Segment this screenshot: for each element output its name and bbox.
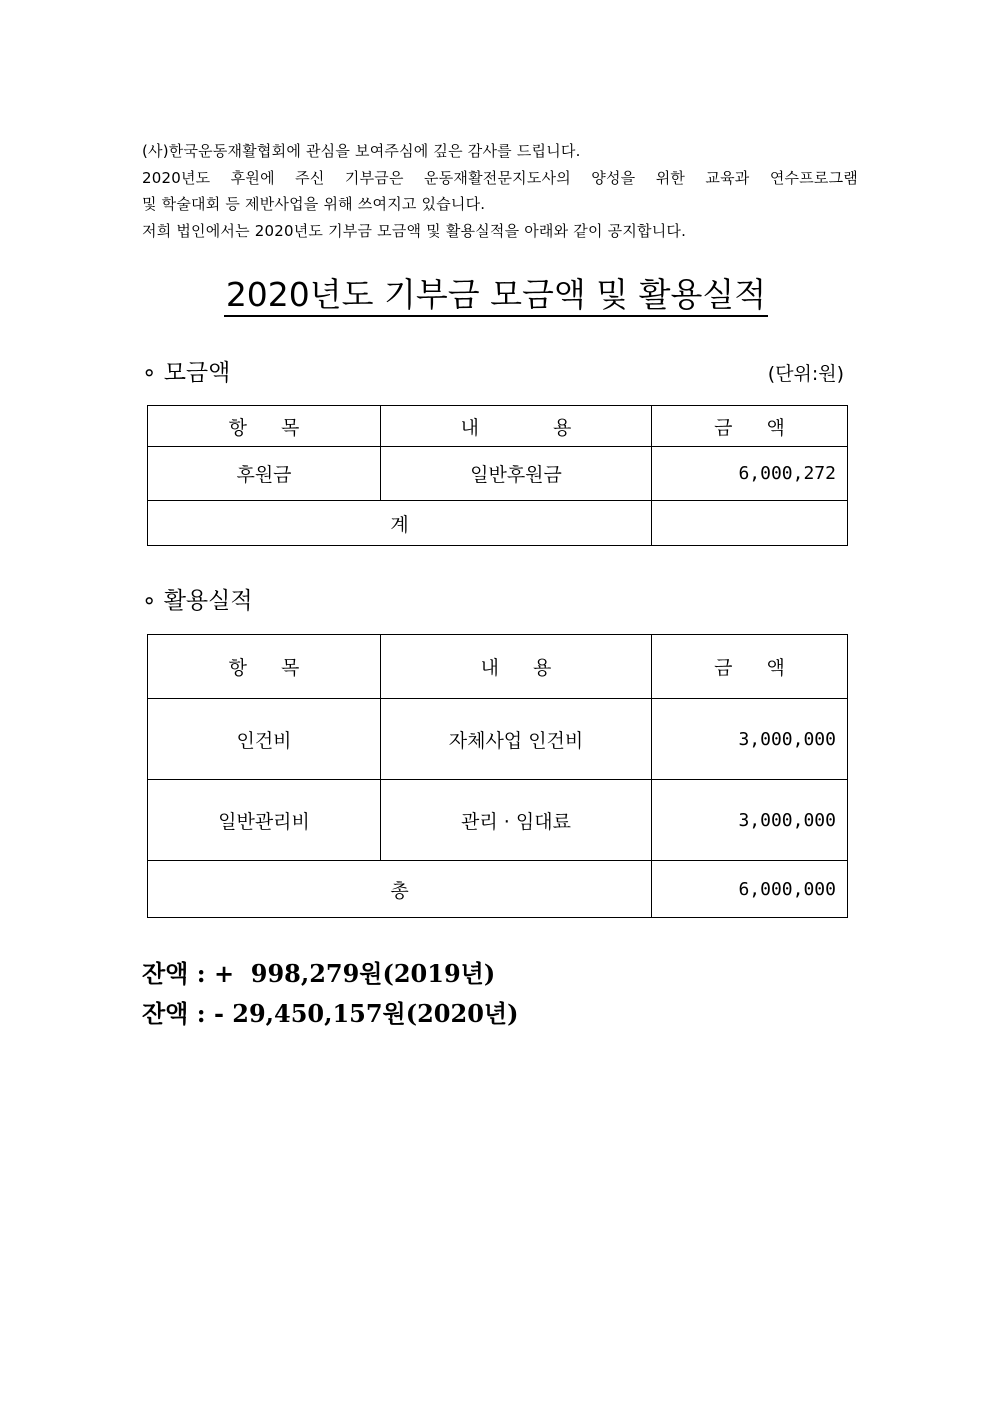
header-item: 항 목 — [148, 635, 381, 699]
row-amount: 3,000,000 — [652, 780, 848, 861]
donation-header-row — [148, 406, 848, 447]
usage-header-row — [148, 635, 848, 699]
usage-total-row — [148, 861, 848, 918]
row-content: 자체사업 인건비 — [381, 699, 652, 780]
row-item: 후원금 — [148, 447, 381, 501]
balance-2020: 잔액 : - 29,450,157원(2020년) — [142, 999, 519, 1028]
row-item: 인건비 — [148, 699, 381, 780]
table-row — [148, 447, 848, 501]
total-label: 총 — [148, 861, 652, 918]
usage-table — [147, 634, 848, 918]
page-title: 2020년도 기부금 모금액 및 활용실적 — [224, 275, 768, 317]
intro-line-3: 및 학술대회 등 제반사업을 위해 쓰여지고 있습니다. — [142, 195, 486, 213]
donation-table — [147, 405, 848, 546]
table-row — [148, 699, 848, 780]
intro-paragraph — [142, 138, 858, 244]
donation-heading: ∘ 모금액 — [142, 360, 231, 386]
row-content: 관리 · 임대료 — [381, 780, 652, 861]
row-item: 일반관리비 — [148, 780, 381, 861]
row-content: 일반후원금 — [381, 447, 652, 501]
donation-total-row — [148, 501, 848, 546]
intro-line-1: (사)한국운동재활협회에 관심을 보여주심에 깊은 감사를 드립니다. — [142, 142, 581, 160]
table-row — [148, 780, 848, 861]
page-title-wrap — [0, 270, 992, 320]
usage-heading: ∘ 활용실적 — [142, 588, 253, 614]
intro-line-4: 저희 법인에서는 2020년도 기부금 모금액 및 활용실적을 아래와 같이 공지합니다. — [142, 221, 687, 240]
header-content: 내 용 — [381, 406, 652, 447]
header-content: 내 용 — [381, 635, 652, 699]
total-label: 계 — [148, 501, 652, 546]
row-amount: 3,000,000 — [652, 699, 848, 780]
total-amount — [652, 501, 848, 546]
row-amount: 6,000,272 — [652, 447, 848, 501]
intro-line-2: 2020년도 후원에 주신 기부금은 운동재활전문지도사의 양성을 위한 교육과 연수프로그램 — [142, 168, 858, 187]
total-amount: 6,000,000 — [652, 861, 848, 918]
header-amount: 금 액 — [652, 406, 848, 447]
header-amount: 금 액 — [652, 635, 848, 699]
balance-2019: 잔액 : + 998,279원(2019년) — [142, 959, 496, 988]
header-item: 항 목 — [148, 406, 381, 447]
unit-label: (단위:원) — [767, 363, 844, 385]
